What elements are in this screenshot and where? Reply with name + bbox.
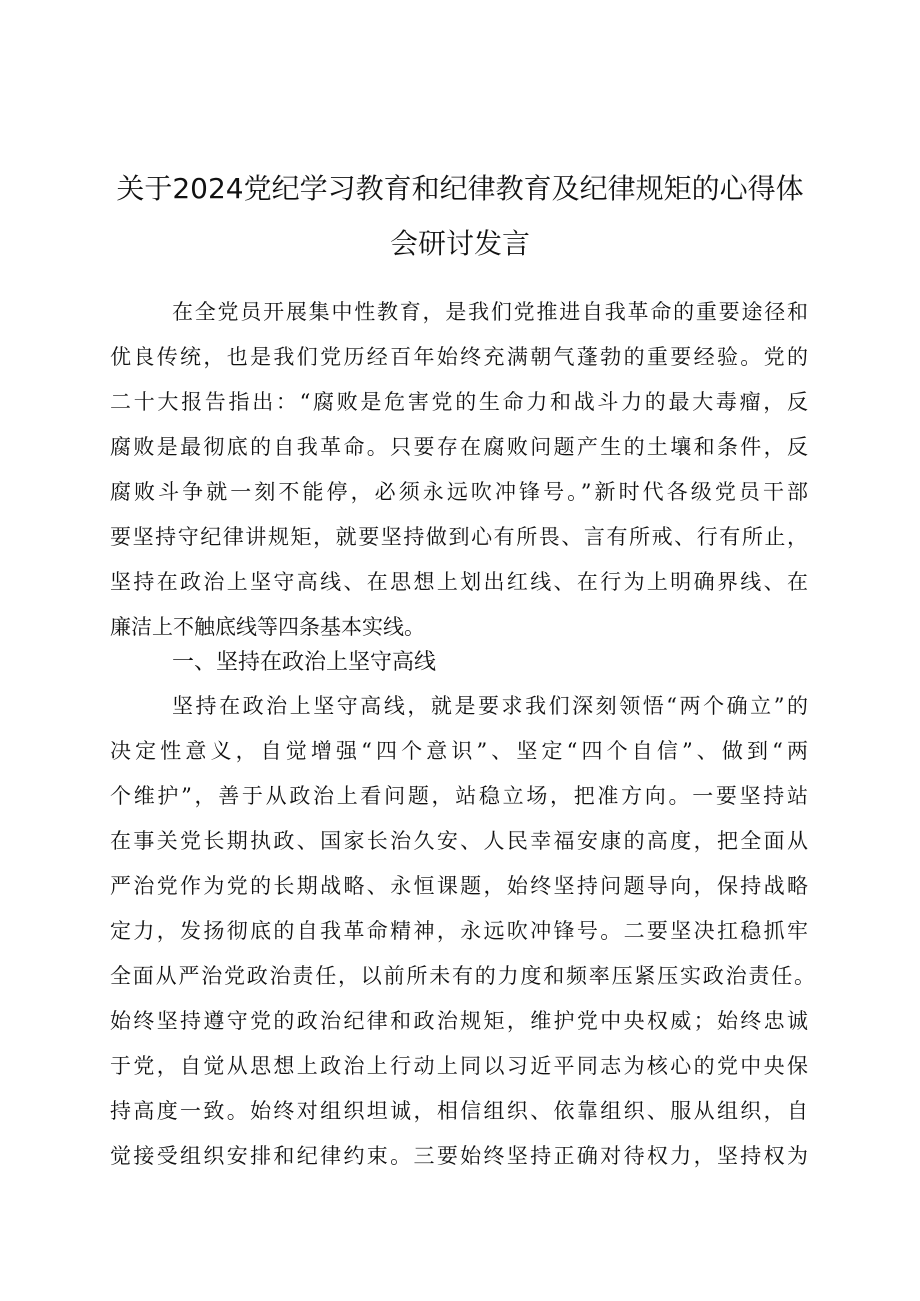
paragraph-line: 优良传统，也是我们党历经百年始终充满朝气蓬勃的重要经验。党的 xyxy=(110,345,808,369)
paragraph-line: 持高度一致。始终对组织坦诚，相信组织、依靠组织、服从组织，自 xyxy=(110,1099,808,1123)
paragraph-line: 坚持在政治上坚守高线，就是要求我们深刻领悟“两个确立”的 xyxy=(172,694,808,718)
paragraph-line: 觉接受组织安排和纪律约束。三要始终坚持正确对待权力，坚持权为 xyxy=(110,1144,808,1168)
paragraph-line: 决定性意义，自觉增强“四个意识”、坚定“四个自信”、做到“两 xyxy=(110,739,808,763)
paragraph-line: 在事关党长期执政、国家长治久安、人民幸福安康的高度，把全面从 xyxy=(110,829,808,853)
paragraph-line: 个维护”，善于从政治上看问题，站稳立场，把准方向。一要坚持站 xyxy=(110,784,808,808)
paragraph-line: 腐败斗争就一刻不能停，必须永远吹冲锋号。”新时代各级党员干部 xyxy=(110,480,808,504)
paragraph-line: 全面从严治党政治责任，以前所未有的力度和频率压紧压实政治责任。 xyxy=(110,964,815,988)
paragraph-line: 定力，发扬彻底的自我革命精神，永远吹冲锋号。二要坚决扛稳抓牢 xyxy=(110,919,808,943)
document-title-line-1: 关于2024党纪学习教育和纪律教育及纪律规矩的心得体 xyxy=(116,172,804,205)
paragraph-line: 于党，自觉从思想上政治上行动上同以习近平同志为核心的党中央保 xyxy=(110,1054,808,1078)
paragraph-line: 二十大报告指出：“腐败是危害党的生命力和战斗力的最大毒瘤，反 xyxy=(110,390,808,414)
paragraph-line: 腐败是最彻底的自我革命。只要存在腐败问题产生的土壤和条件，反 xyxy=(110,435,808,459)
paragraph-line: 廉洁上不触底线等四条基本实线。 xyxy=(110,615,425,639)
document-title-line-2: 会研讨发言 xyxy=(389,227,530,260)
paragraph-line: 严治党作为党的长期战略、永恒课题，始终坚持问题导向，保持战略 xyxy=(110,874,808,898)
paragraph-line: 要坚持守纪律讲规矩，就要坚持做到心有所畏、言有所戒、行有所止， xyxy=(110,525,808,549)
paragraph-line: 坚持在政治上坚守高线、在思想上划出红线、在行为上明确界线、在 xyxy=(110,570,808,594)
section-heading-1: 一、坚持在政治上坚守高线 xyxy=(172,650,437,675)
paragraph-line: 在全党员开展集中性教育，是我们党推进自我革命的重要途径和 xyxy=(172,300,808,324)
paragraph-line: 始终坚持遵守党的政治纪律和政治规矩，维护党中央权威；始终忠诚 xyxy=(110,1009,808,1033)
